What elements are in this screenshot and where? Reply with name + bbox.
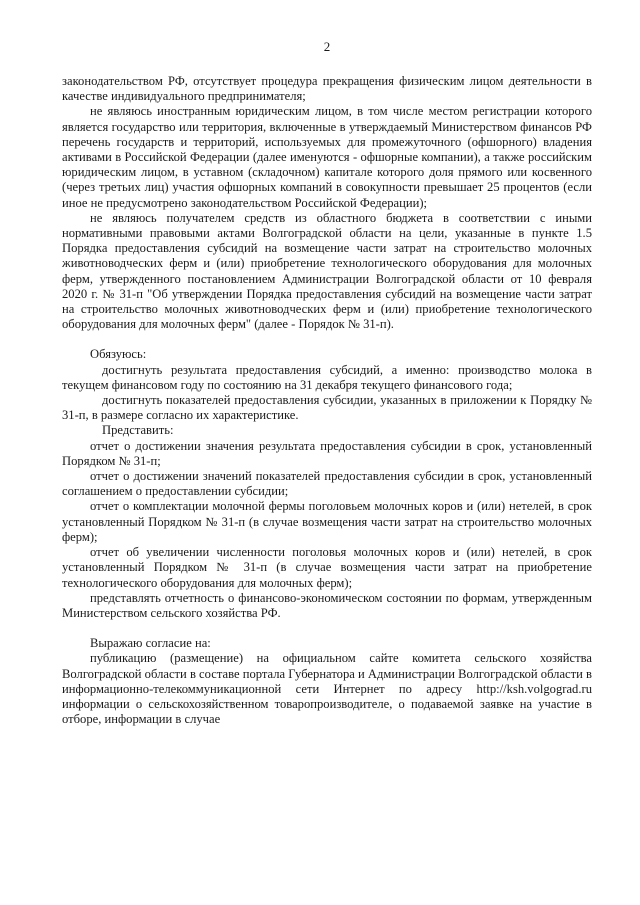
- paragraph: достигнуть результата предоставления субсидий, а именно: производство молока в текущем финансовом году по состоянию на 31 декабря текущего финансового года;: [62, 362, 592, 392]
- page-number: 2: [323, 39, 331, 54]
- paragraph: отчет о комплектации молочной фермы поголовьем молочных коров и (или) нетелей, в срок установленный Порядком № 31-п (в случае возмещения части затрат на строительство молочных ферм);: [62, 499, 592, 544]
- paragraph: отчет о достижении значения результата предоставления субсидии в срок, установленный Порядком № 31-п;: [62, 438, 592, 468]
- paragraph: отчет об увеличении численности поголовья молочных коров и (или) нетелей, в срок установленный Порядком № 31-п (в случае возмещения части затрат на приобретение технологического оборудования для молочных ферм);: [62, 545, 592, 590]
- document-body: [62, 74, 592, 727]
- section-heading: Представить:: [102, 423, 174, 438]
- paragraph: публикацию (размещение) на официальном сайте комитета сельского хозяйства Волгоградской области в составе портала Губернатора и Администрации Волгоградской области в информационно-телекоммуникационной сети Интернет по адресу http://ksh.volgograd.ru информации о сельскохозяйственном товаропроизводителе, о подаваемой заявке на участие в отборе, информации в случае: [62, 651, 592, 727]
- section-heading: Выражаю согласие на:: [90, 636, 211, 651]
- paragraph: представлять отчетность о финансово-экономическом состоянии по формам, утвержденным Министерством сельского хозяйства РФ.: [62, 590, 592, 620]
- section-heading: Обязуюсь:: [90, 347, 147, 362]
- paragraph: отчет о достижении значений показателей предоставления субсидии в срок, установленный соглашением о предоставлении субсидии;: [62, 469, 592, 499]
- paragraph: не являюсь иностранным юридическим лицом, в том числе местом регистрации которого является государство или территория, включенные в утверждаемый Министерством финансов РФ перечень государств и территорий, используемых для промежуточного (офшорного) владения активами в Российской Федерации (далее именуются - офшорные компании), а также российским юридическим лицом, в уставном (складочном) капитале которого доля прямого или косвенного (через третьих лиц) участия офшорных компаний в совокупности превышает 25 процентов (если иное не предусмотрено законодательством Российской Федерации);: [62, 104, 592, 210]
- paragraph: достигнуть показателей предоставления субсидии, указанных в приложении к Порядку № 31-п, в размере согласно их характеристике.: [62, 393, 592, 423]
- paragraph: не являюсь получателем средств из областного бюджета в соответствии с иными нормативными правовыми актами Волгоградской области на цели, указанные в пункте 1.5 Порядка предоставления субсидий на возмещение части затрат на строительство молочных животноводческих ферм и (или) приобретение технологического оборудования для молочных ферм, утвержденного постановлением Администрации Волгоградской области от 10 февраля 2020 г. № 31-п "Об утверждении Порядка предоставления субсидий на возмещение части затрат на строительство молочных животноводческих ферм и (или) приобретение технологического оборудования для молочных ферм" (далее - Порядок № 31-п).: [62, 210, 592, 332]
- paragraph: законодательством РФ, отсутствует процедура прекращения физическим лицом деятельности в качестве индивидуального предпринимателя;: [62, 74, 592, 104]
